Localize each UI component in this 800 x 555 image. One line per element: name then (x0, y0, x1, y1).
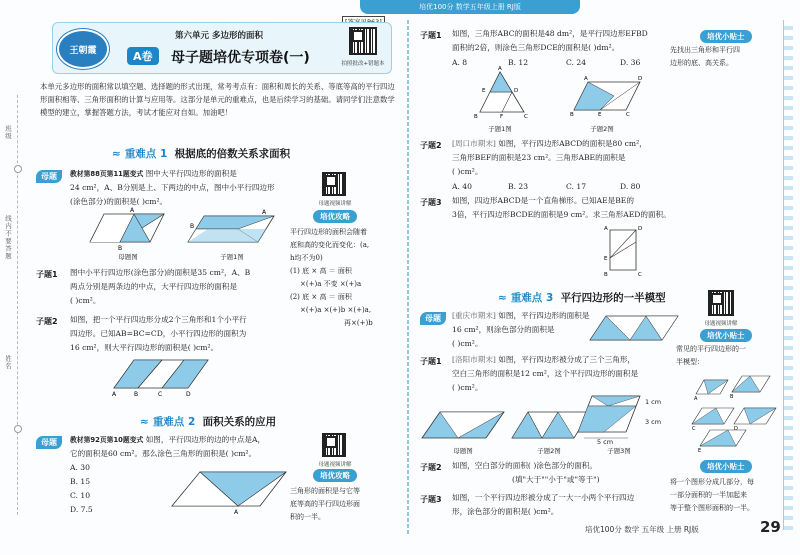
child-question-tag: 子题1 (420, 31, 442, 40)
strategy-line: 积的一半。 (290, 513, 325, 521)
svg-text:A: A (584, 76, 588, 82)
qr-caption: 拍照批改+错题本 (341, 61, 385, 67)
child-1-figure (188, 210, 278, 250)
svg-text:D: D (638, 226, 643, 232)
figure-caption: 子题3图 (607, 447, 631, 455)
strategy-line: 平行四边形的面积会随着 (290, 228, 367, 236)
svg-text:E: E (698, 448, 702, 454)
mother-question-1 (70, 167, 298, 209)
tip-line: 常见的平行四边形的一 (676, 345, 746, 353)
svg-text:E: E (482, 88, 486, 94)
tip-line: 一部分面积的一半加起来 (670, 491, 747, 499)
child-question-tag: 子题2 (420, 141, 442, 150)
child-2-figure (112, 358, 212, 398)
qr-caption: 母题视频讲解 (318, 462, 352, 468)
svg-text:F: F (500, 114, 504, 120)
question-text: 面积的2倍，则涂色三角形DCE的面积是( )dm²。 (452, 43, 620, 52)
question-text: 如图，三角形ABC的面积是48 dm²，是平行四边形EFBD (452, 29, 648, 38)
child-question-tag: 子题1 (36, 270, 58, 279)
section-number: 重难点 2 (152, 416, 196, 428)
series-banner: 培优100分 数学五年级上册 RJ版 (360, 0, 580, 14)
mother-question-3 (452, 309, 602, 351)
column-divider (407, 20, 409, 535)
svg-text:D: D (734, 426, 738, 432)
svg-text:A: A (694, 396, 698, 402)
mother-question-tag: 母题 (420, 312, 446, 325)
question-text: 如图，把一个平行四边形分成2个三角形和1个小平行 (70, 315, 247, 324)
question-text: 图中小平行四边形(涂色部分)的面积是35 cm²，A、B (70, 268, 251, 277)
binding-margin (0, 95, 18, 515)
tip-text (670, 44, 778, 70)
half-model-figures (690, 370, 780, 454)
svg-text:C: C (692, 426, 696, 432)
margin-label-class: 班级 (4, 125, 12, 140)
question-text: 形，涂色部分的面积是( )cm²。 (452, 507, 559, 516)
question-source: [周口市期末] (452, 139, 496, 148)
qr-caption: 母题视频讲解 (704, 321, 738, 327)
svg-text:B: B (604, 272, 608, 278)
child-question-r1 (452, 27, 672, 55)
question-text: 空白三角形的面积是12 cm²，这个平行四边形的面积是 (452, 369, 639, 378)
question-text: 如图，平行四边形ABCD的面积是80 cm²， (498, 139, 647, 148)
mother-figure-1 (90, 207, 170, 252)
svg-text:E: E (604, 256, 608, 262)
question-text: 如图，空白部分的面积( )涂色部分的面积。 (452, 461, 598, 470)
dimension-label: 3 cm (644, 418, 662, 426)
question-text: 如图，平行四边形的边的中点是A， (145, 435, 266, 444)
tip-line: 等于整个图形面积的一半。 (670, 504, 754, 512)
svg-text:D: D (514, 88, 519, 94)
question-text: 16 cm²，则涂色部分的面积是 (452, 325, 555, 334)
volume-badge: A卷 (127, 47, 159, 65)
qr-code-video[interactable] (708, 290, 734, 316)
strategy-line: 底和高的变化而变化：(a, (290, 241, 370, 249)
child-question-r3 (452, 194, 682, 222)
strategy-line: 底等高的平行四边形面 (290, 500, 360, 508)
section-name: 面积关系的应用 (202, 416, 277, 428)
child-question-tag: 子题3 (420, 495, 442, 504)
question-text: 16 cm²，则大平行四边形的面积是( )cm²。 (70, 343, 219, 352)
child-question-tag: 子题2 (36, 317, 58, 326)
figure-caption: 子题1图 (220, 253, 244, 261)
question-text: ( )cm²。 (452, 167, 483, 176)
child-question-r2 (452, 137, 672, 179)
page-edge-decoration (783, 20, 793, 530)
figure-caption: 母题图 (118, 253, 138, 261)
child-question-tag: 子题2 (420, 463, 442, 472)
dimension-label: 5 cm (596, 438, 614, 446)
options-row (452, 56, 672, 70)
section-mark-icon: ≈ (140, 416, 149, 428)
svg-text:A: A (130, 207, 135, 214)
tip-header: 培优小贴士 (700, 30, 752, 43)
option-c[interactable]: C. 17 (566, 182, 587, 191)
qr-code-video[interactable] (322, 172, 346, 196)
child-question-tag: 子题1 (420, 357, 442, 366)
svg-text:A: A (498, 66, 502, 72)
tip-header: 培优小贴士 (700, 329, 752, 342)
question-text: ( )cm²。 (452, 383, 483, 392)
svg-text:B: B (118, 245, 123, 252)
tip-line: 半模型： (676, 358, 704, 366)
tip-text (670, 476, 782, 515)
option-d[interactable]: D. 80 (620, 182, 641, 191)
page-header (52, 22, 392, 74)
svg-text:C: C (626, 112, 630, 118)
section-2-figure (170, 470, 290, 516)
child-question-s3-2 (452, 459, 672, 487)
question-text: 24 cm²，A、B分别是上、下两边的中点，图中小平行四边形 (70, 183, 275, 192)
brand-logo: 王朝霞 (57, 29, 109, 69)
question-text: 四边形。已知AB=BC=CD，小平行四边形的面积为 (70, 329, 247, 338)
mother-figure-3 (590, 314, 680, 344)
question-text: 如图，四边形ABCD是一个直角梯形。已知AE是BE的 (452, 196, 634, 205)
strategy-line: 再×(+)b (344, 319, 373, 327)
child-question-s3-1 (452, 353, 682, 395)
section-1-title (112, 146, 290, 161)
strategy-text (290, 226, 400, 330)
svg-text:B: B (134, 391, 139, 398)
option-d[interactable]: D. 36 (620, 58, 641, 67)
svg-text:A: A (262, 209, 267, 216)
margin-label-name: 姓名 (4, 355, 12, 370)
question-text: 它的面积是60 cm²。那么涂色三角形的面积是( )cm²。 (70, 449, 257, 458)
section-3-title (498, 290, 666, 305)
option-c[interactable]: C. 10 (70, 491, 91, 500)
svg-text:D: D (638, 76, 643, 82)
svg-text:B: B (190, 223, 195, 230)
question-text: 图中大平行四边形的面积是 (145, 169, 237, 178)
question-source: [洛阳市期末] (452, 355, 496, 364)
page-footer: 培优100分 数学 五年级 上册 RJ版 (585, 525, 699, 534)
question-text: (涂色部分)的面积是( )cm²。 (70, 197, 168, 206)
question-text: 3倍，平行四边形BCDE的面积是9 cm²。求三角形AED的面积。 (452, 210, 671, 219)
svg-text:B: B (730, 394, 734, 400)
question-source: 教材第88页第11题变式 (70, 170, 144, 178)
question-text: (填"大于""小于"或"等于") (512, 475, 600, 484)
child-question-s3-3 (452, 491, 672, 519)
strategy-header: 培优攻略 (313, 469, 357, 482)
option-a[interactable]: A. 8 (452, 58, 468, 67)
mother-question-tag: 母题 (36, 436, 62, 449)
strategy-line: ×(+)a ×(+)b ×(+)a, (300, 306, 372, 314)
svg-text:C: C (638, 272, 642, 278)
question-text: 如图，一个平行四边形被分成了一大一小两个平行四边 (452, 493, 635, 502)
question-text: 三角形BEF的面积是23 cm²。三角形ABE的面积是 (452, 153, 626, 162)
strategy-line: ×(+)a 不变 ×(+)a (300, 280, 362, 288)
option-b[interactable]: B. 23 (508, 182, 529, 191)
margin-warning: 线内不要答题 (4, 215, 12, 260)
child-question-2 (70, 313, 295, 355)
qr-caption: 母题视频讲解 (318, 201, 352, 207)
mother-question-tag: 母题 (36, 170, 62, 183)
section-name: 平行四边形的一半模型 (560, 292, 666, 304)
figure-caption: 母题图 (453, 447, 473, 455)
svg-text:A: A (112, 391, 117, 398)
section-number: 重难点 1 (124, 148, 168, 160)
svg-text:A: A (604, 226, 608, 232)
svg-text:C: C (524, 114, 528, 120)
section-3-figure-1 (422, 410, 506, 446)
question-text: 如图，平行四边形的面积是 (498, 311, 590, 320)
options-row (452, 180, 672, 194)
strategy-line: (1) 底 × 高 ＝ 面积 (290, 267, 352, 275)
qr-code-video[interactable] (322, 433, 346, 457)
question-text: ( )cm²。 (452, 339, 483, 348)
tip-text (676, 343, 782, 369)
question-source: 教材第92页第10题变式 (70, 436, 144, 444)
figure-caption: 子题2图 (537, 447, 561, 455)
section-name: 根据底的倍数关系求面积 (174, 148, 291, 160)
strategy-header: 培优攻略 (313, 210, 357, 223)
strategy-line: 三角形的面积是与它等 (290, 487, 360, 495)
svg-text:C: C (158, 391, 163, 398)
svg-text:B: B (474, 114, 478, 120)
trapezoid-figure (606, 226, 646, 276)
dimension-label: 1 cm (644, 398, 662, 406)
qr-code[interactable] (349, 27, 377, 55)
figure-caption: 子题2图 (590, 125, 614, 133)
option-b[interactable]: B. 12 (508, 58, 529, 67)
option-a[interactable]: A. 40 (452, 182, 472, 191)
unit-title: 第六单元 多边形的面积 (175, 31, 263, 41)
intro-paragraph: 本单元多边形的面积常以填空题、选择题的形式出现，常考考点有：面积和周长的关系、等底等高的平行四边形面积相等、三角形面积的计算与应用等。这部分是单元的重难点，也是后续学习的基础。请同学们注意数学模型的建立，掌握答题方法，考试才能应对自如。加油吧！ (40, 82, 395, 117)
strategy-line: h均不为0) (290, 254, 323, 262)
tip-line: 先找出三角形和平行四 (670, 46, 740, 54)
tip-line: 将一个图形分成几部分，每 (670, 478, 754, 486)
tip-header: 培优小贴士 (700, 460, 752, 473)
tip-line: 边形的底、高关系。 (670, 59, 733, 67)
child-1-figure-right (474, 66, 530, 120)
question-text: 两点分别是两条边的中点，大平行四边形的面积是 (70, 282, 238, 291)
question-text: ( )cm²。 (70, 296, 101, 305)
section-mark-icon: ≈ (112, 148, 121, 160)
binding-hole (14, 425, 22, 433)
page-number: 29 (760, 518, 781, 536)
child-question-1 (70, 266, 295, 308)
section-number: 重难点 3 (510, 292, 554, 304)
section-mark-icon: ≈ (498, 292, 507, 304)
svg-text:B: B (570, 112, 574, 118)
question-source: [重庆市期末] (452, 311, 496, 320)
question-text: 如图，平行四边形被分成了三个三角形， (498, 355, 636, 364)
option-c[interactable]: C. 24 (566, 58, 587, 67)
page-title: 母子题培优专项卷(一) (171, 50, 310, 66)
svg-text:A: A (234, 509, 239, 516)
svg-text:D: D (186, 391, 191, 398)
child-2-figure-right (570, 76, 644, 118)
option-d[interactable]: D. 7.5 (70, 505, 93, 514)
option-a[interactable]: A. 30 (70, 463, 90, 472)
child-question-tag: 子题3 (420, 198, 442, 207)
strategy-line: (2) 底 × 高 ＝ 面积 (290, 293, 352, 301)
section-2-title (140, 414, 276, 429)
figure-caption: 子题1图 (488, 125, 512, 133)
binding-hole (14, 165, 22, 173)
option-b[interactable]: B. 15 (70, 477, 91, 486)
svg-text:E: E (598, 112, 602, 118)
strategy-text (290, 485, 400, 524)
